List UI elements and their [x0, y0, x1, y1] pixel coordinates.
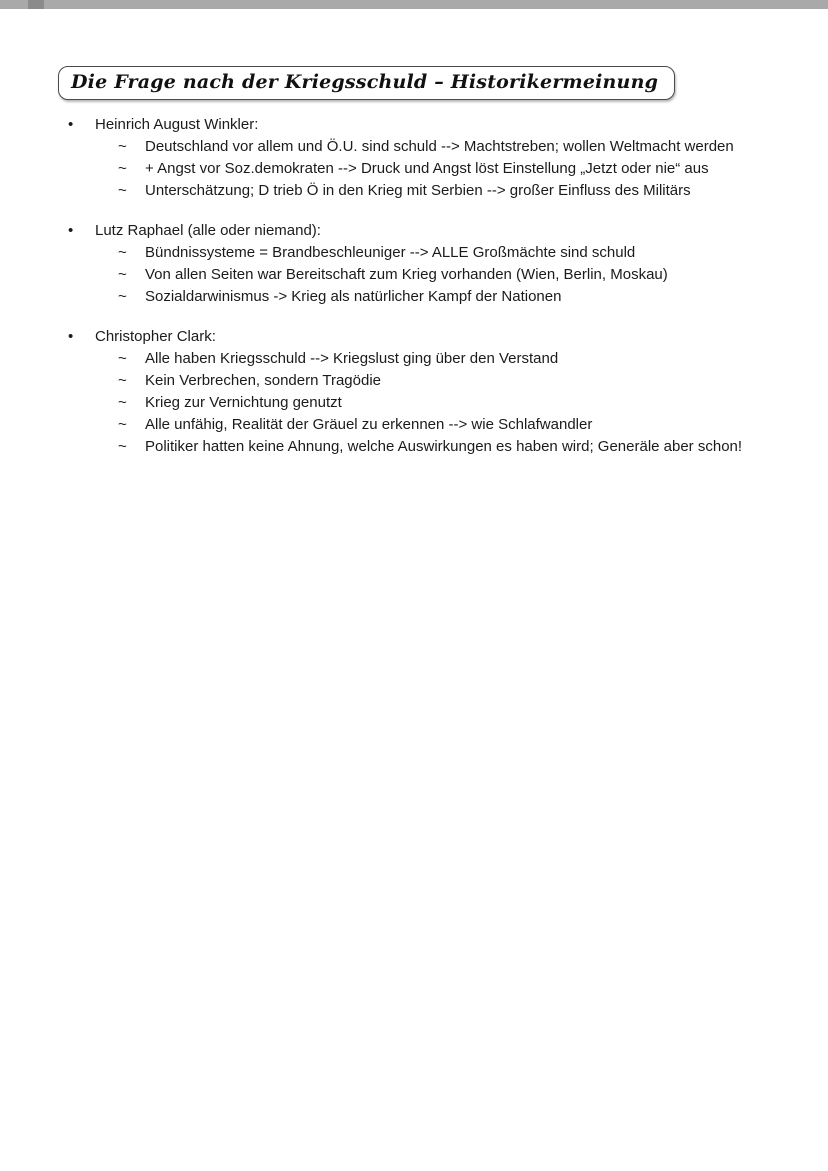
note-line — [58, 392, 788, 414]
note-line — [58, 264, 788, 286]
section-heading-row — [58, 220, 788, 242]
tilde-marker: ~ — [118, 394, 127, 411]
note-line — [58, 180, 788, 202]
page-top-edge-notch — [28, 0, 44, 9]
section-clark — [58, 326, 788, 458]
tilde-marker: ~ — [118, 438, 127, 455]
tilde-marker: ~ — [118, 350, 127, 367]
page-title: Die Frage nach der Kriegsschuld – Historikermeinung — [71, 71, 659, 93]
section-heading-row — [58, 114, 788, 136]
note-text: Von allen Seiten war Bereitschaft zum Krieg vorhanden (Wien, Berlin, Moskau) — [145, 266, 668, 283]
note-text: + Angst vor Soz.demokraten --> Druck und Angst löst Einstellung „Jetzt oder nie“ aus — [145, 160, 709, 177]
tilde-marker: ~ — [118, 372, 127, 389]
note-text: Deutschland vor allem und Ö.U. sind schuld --> Machtstreben; wollen Weltmacht werden — [145, 138, 734, 155]
note-text: Kein Verbrechen, sondern Tragödie — [145, 372, 381, 389]
section-raphael — [58, 220, 788, 308]
note-text: Krieg zur Vernichtung genutzt — [145, 394, 342, 411]
section-heading-row — [58, 326, 788, 348]
section-heading: Christopher Clark: — [95, 328, 216, 345]
note-line — [58, 158, 788, 180]
tilde-marker: ~ — [118, 288, 127, 305]
note-text: Sozialdarwinismus -> Krieg als natürlicher Kampf der Nationen — [145, 288, 562, 305]
title-box — [58, 66, 675, 100]
note-line — [58, 370, 788, 392]
note-line — [58, 242, 788, 264]
tilde-marker: ~ — [118, 138, 127, 155]
bullet-marker: • — [68, 116, 74, 133]
notes-content — [58, 66, 788, 476]
note-line — [58, 348, 788, 370]
note-text: Alle haben Kriegsschuld --> Kriegslust ging über den Verstand — [145, 350, 559, 367]
tilde-marker: ~ — [118, 160, 127, 177]
bullet-marker: • — [68, 222, 74, 239]
section-heading: Lutz Raphael (alle oder niemand): — [95, 222, 321, 239]
note-text: Unterschätzung; D trieb Ö in den Krieg mit Serbien --> großer Einfluss des Militärs — [145, 182, 691, 199]
section-heading: Heinrich August Winkler: — [95, 116, 259, 133]
note-text: Politiker hatten keine Ahnung, welche Auswirkungen es haben wird; Generäle aber schon! — [145, 438, 743, 455]
note-text: Bündnissysteme = Brandbeschleuniger --> ALLE Großmächte sind schuld — [145, 244, 636, 261]
tilde-marker: ~ — [118, 416, 127, 433]
note-line — [58, 286, 788, 308]
note-line — [58, 414, 788, 436]
note-line — [58, 436, 788, 458]
page-top-edge — [0, 0, 828, 9]
bullet-marker: • — [68, 328, 74, 345]
tilde-marker: ~ — [118, 182, 127, 199]
tilde-marker: ~ — [118, 244, 127, 261]
note-line — [58, 136, 788, 158]
note-text: Alle unfähig, Realität der Gräuel zu erkennen --> wie Schlafwandler — [145, 416, 593, 433]
section-winkler — [58, 114, 788, 202]
tilde-marker: ~ — [118, 266, 127, 283]
